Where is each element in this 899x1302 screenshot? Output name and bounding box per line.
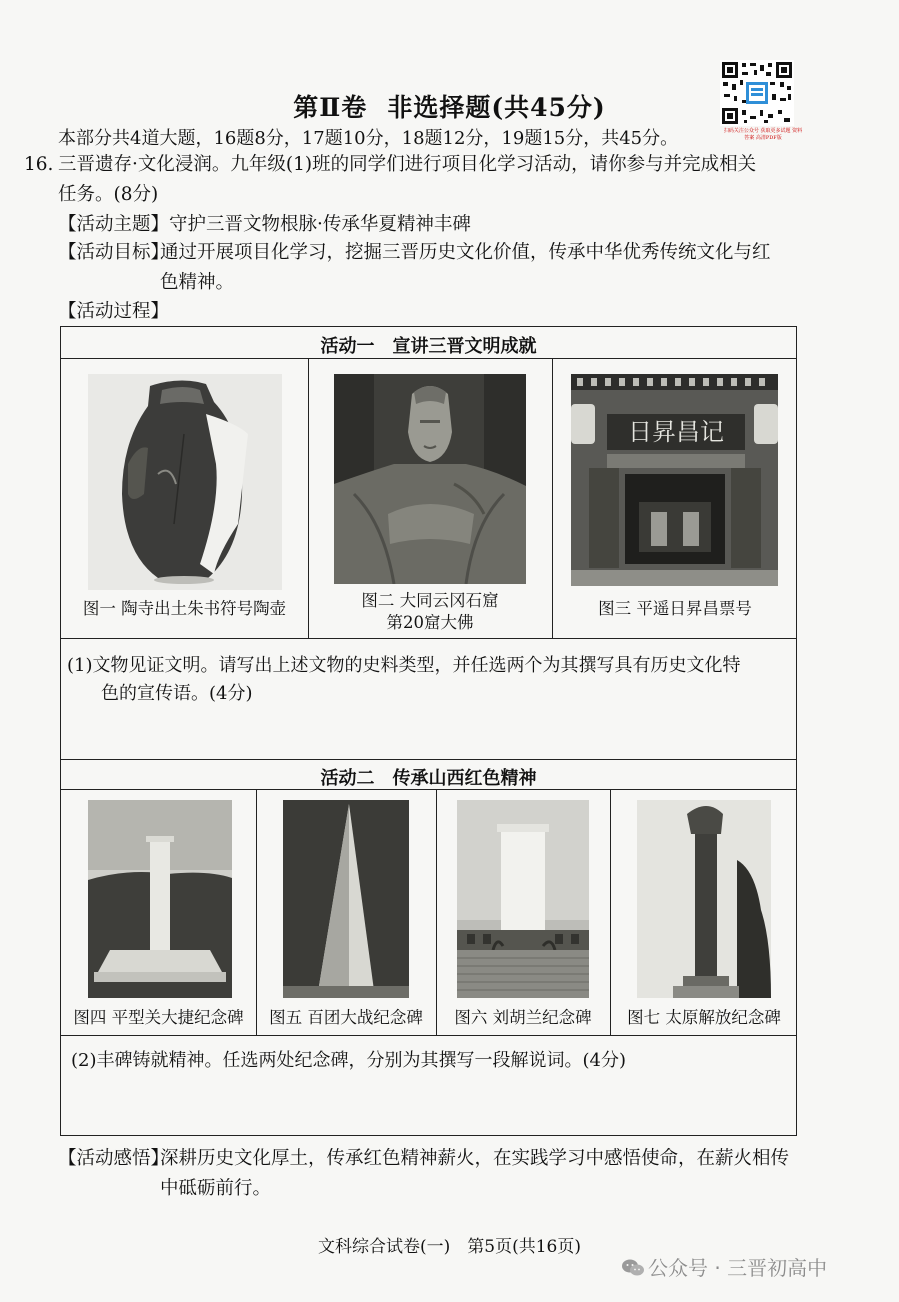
- monument5-image: [283, 800, 409, 998]
- photo-taosi-pot: [88, 374, 282, 590]
- activity-theme-label: 【活动主题】: [58, 214, 170, 235]
- activity-goal-line2: 色精神。: [160, 272, 235, 293]
- buddha-image: [334, 374, 526, 584]
- caption-figure1: 图一 陶寺出土朱书符号陶壶: [82, 599, 287, 618]
- activity-process-label: 【活动过程】: [58, 301, 170, 322]
- photo-yungang-buddha: [334, 374, 526, 584]
- question-number: 16.: [24, 154, 54, 175]
- sign-text: 日昇昌记: [628, 418, 724, 446]
- question-stem-line2: 任务。(8分): [58, 184, 159, 205]
- caption-figure4: 图四 平型关大捷纪念碑: [73, 1008, 244, 1027]
- activity1-question-line1: (1)文物见证文明。请写出上述文物的史料类型，并任选两个为其撰写具有历史文化特: [67, 655, 741, 676]
- photo-taiyuan-liberation-monument: [637, 800, 771, 998]
- activity-reflection-label: 【活动感悟】: [58, 1148, 170, 1169]
- section-title-part1: 第Ⅱ卷: [293, 93, 368, 122]
- qr-note: 扫码关注公众号 获取更多试题 资料 答案 高清PDF版: [723, 128, 803, 141]
- pottery-pot-image: [88, 374, 282, 590]
- photo-liuhulan-monument: [457, 800, 589, 998]
- qr-code-icon[interactable]: [720, 60, 794, 126]
- activity-goal-label: 【活动目标】: [58, 242, 170, 263]
- activity1-answer-area[interactable]: [65, 717, 792, 755]
- caption-figure6: 图六 刘胡兰纪念碑: [454, 1008, 592, 1027]
- activity2-answer-area[interactable]: [65, 1079, 792, 1129]
- photo-pingxingguan-monument: [88, 800, 232, 998]
- caption-figure7: 图七 太原解放纪念碑: [627, 1008, 781, 1027]
- activity2-title: 活动二 传承山西红色精神: [320, 768, 537, 789]
- question-stem-line1: 三晋遗存·文化浸润。九年级(1)班的同学们进行项目化学习活动，请你参与并完成相关: [58, 154, 757, 175]
- photo-rishengchang: [571, 374, 778, 586]
- activity2-question: (2)丰碑铸就精神。任选两处纪念碑，分别为其撰写一段解说词。(4分): [71, 1050, 626, 1071]
- activity-theme: [58, 210, 471, 240]
- activity-goal-line1: 通过开展项目化学习，挖掘三晋历史文化价值，传承中华优秀传统文化与红: [160, 242, 771, 263]
- watermark-text: 公众号 · 三晋初高中: [648, 1256, 828, 1280]
- caption-figure2-line2: 第20窟大佛: [386, 613, 474, 632]
- activity1-question-line2: 色的宣传语。(4分): [101, 683, 253, 704]
- caption-figure3: 图三 平遥日昇昌票号: [598, 599, 752, 618]
- activity-table: [60, 326, 797, 1136]
- activity-theme-text: 守护三晋文物根脉·传承华夏精神丰碑: [169, 214, 471, 235]
- caption-figure2-line1: 图二 大同云冈石窟: [361, 591, 499, 610]
- watermark: [622, 1252, 827, 1281]
- photo-baituan-monument: [283, 800, 409, 998]
- monument7-image: [637, 800, 771, 998]
- activity-reflection-line1: 深耕历史文化厚土，传承红色精神薪火，在实践学习中感悟使命，在薪火相传: [160, 1148, 790, 1169]
- activity1-title: 活动一 宣讲三晋文明成就: [320, 336, 537, 357]
- rishengchang-image: [571, 374, 778, 586]
- monument6-image: [457, 800, 589, 998]
- activity-reflection-line2: 中砥砺前行。: [160, 1178, 272, 1199]
- caption-figure5: 图五 百团大战纪念碑: [269, 1008, 423, 1027]
- monument4-image: [88, 800, 232, 998]
- section-title-part2: 非选择题(共45分): [387, 93, 606, 122]
- page-footer: 文科综合试卷(一) 第5页(共16页): [318, 1237, 581, 1257]
- wechat-icon: [622, 1259, 644, 1277]
- section-intro: 本部分共4道大题，16题8分，17题10分，18题12分，19题15分，共45分。: [58, 128, 679, 149]
